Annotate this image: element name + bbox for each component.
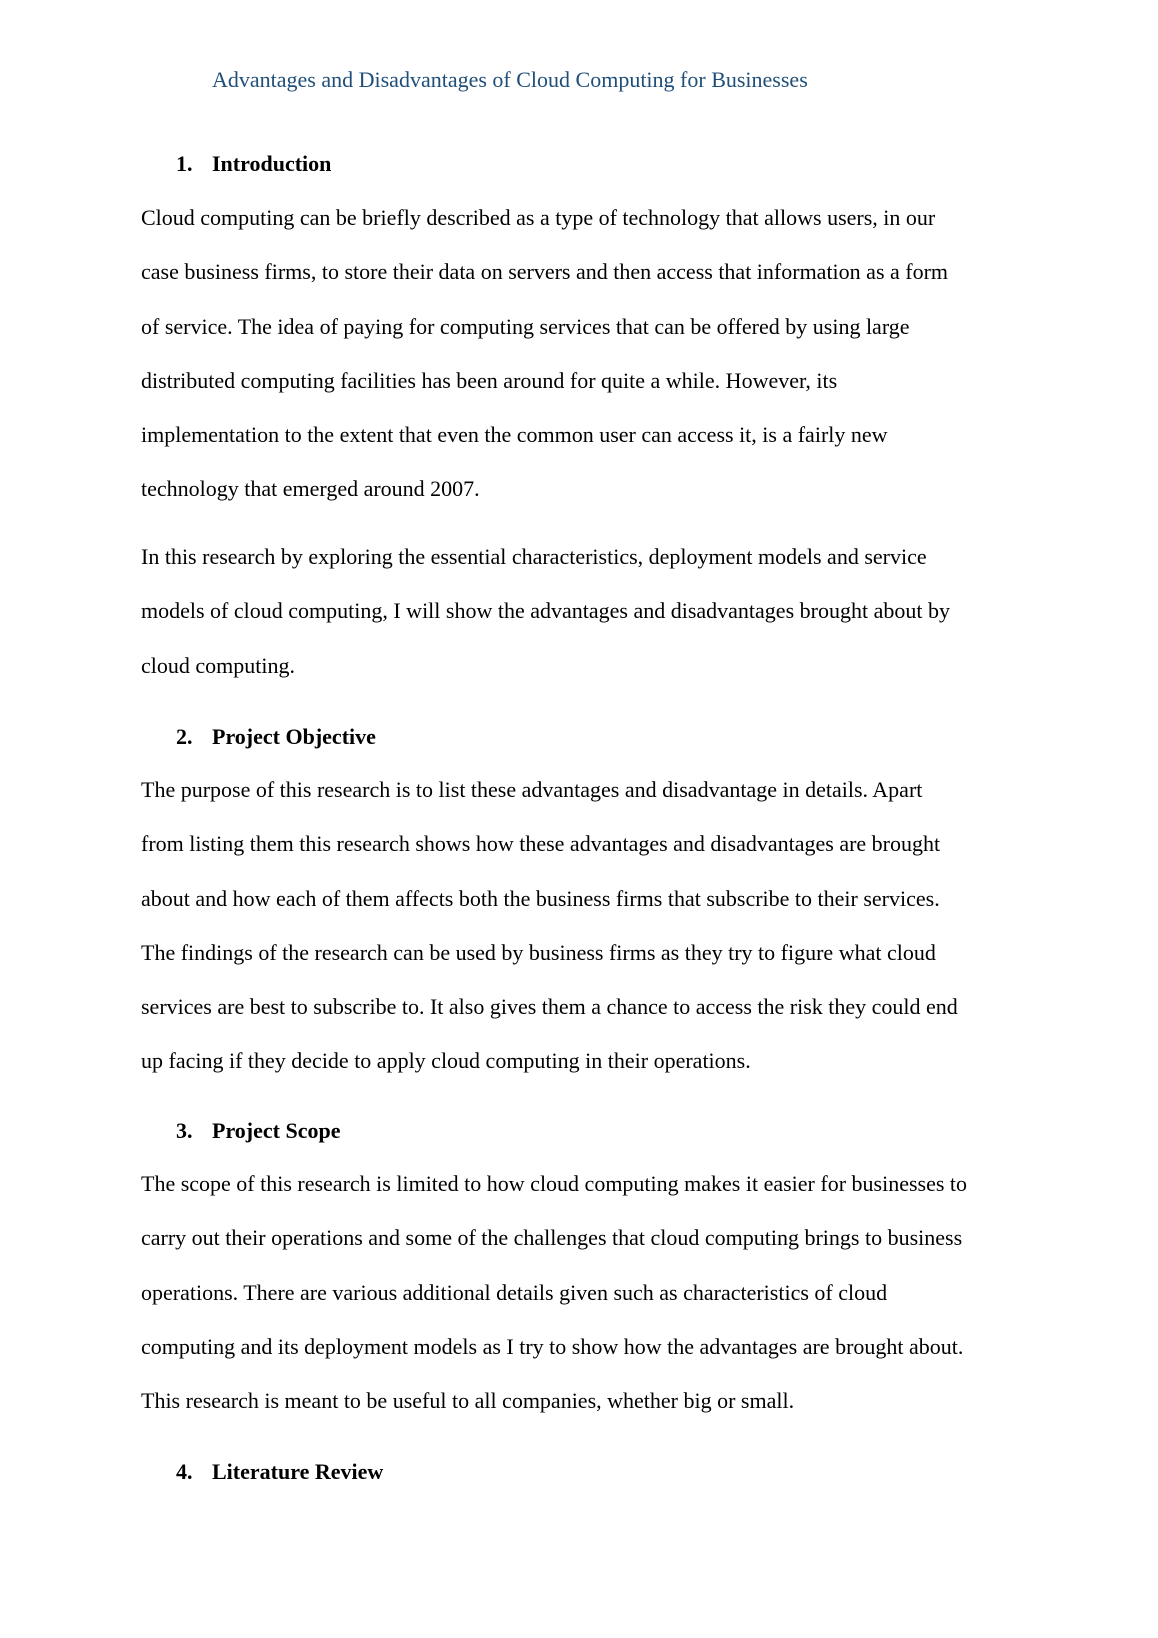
section-heading-project-scope <box>176 1117 341 1145</box>
paragraph-line: from listing them this research shows how these advantages and disadvantages are brought <box>141 831 941 857</box>
paragraph-line: of service. The idea of paying for computing services that can be offered by using large <box>141 313 910 339</box>
paragraph-line: services are best to subscribe to. It also gives them a chance to access the risk they could end <box>141 994 958 1020</box>
section-title: Introduction <box>212 151 332 176</box>
paragraph-line: This research is meant to be useful to all companies, whether big or small. <box>141 1388 795 1414</box>
section-number: 4. <box>176 1459 193 1484</box>
paragraph-line: case business firms, to store their data on servers and then access that information as a form <box>141 259 949 285</box>
paragraph-line: The findings of the research can be used by business firms as they try to figure what cloud <box>141 939 936 965</box>
paragraph-project-objective <box>141 776 1021 1102</box>
paragraph-project-scope <box>141 1170 1021 1441</box>
section-heading-literature-review <box>176 1458 383 1486</box>
paragraph-introduction-1 <box>141 204 1021 530</box>
paragraph-introduction-2 <box>141 543 1021 706</box>
paragraph-line: computing and its deployment models as I try to show how the advantages are brought about. <box>141 1333 964 1359</box>
paragraph-line: models of cloud computing, I will show the advantages and disadvantages brought about by <box>141 598 950 624</box>
section-title: Literature Review <box>212 1459 384 1484</box>
paragraph-line: Cloud computing can be briefly described as a type of technology that allows users, in our <box>141 205 936 230</box>
document-title: Advantages and Disadvantages of Cloud Computing for Businesses <box>212 67 808 92</box>
paragraph-line: up facing if they decide to apply cloud computing in their operations. <box>141 1048 751 1074</box>
paragraph-line: In this research by exploring the essential characteristics, deployment models and service <box>141 544 927 569</box>
paragraph-line: technology that emerged around 2007. <box>141 476 480 502</box>
section-number: 2. <box>176 724 193 749</box>
paragraph-line: about and how each of them affects both the business firms that subscribe to their services. <box>141 885 940 911</box>
paragraph-line: distributed computing facilities has been around for quite a while. However, its <box>141 367 838 393</box>
paragraph-line: implementation to the extent that even the common user can access it, is a fairly new <box>141 422 888 448</box>
section-heading-introduction <box>176 150 331 178</box>
paragraph-line: cloud computing. <box>141 652 295 678</box>
section-title: Project Scope <box>212 1118 341 1143</box>
paragraph-line: The purpose of this research is to list these advantages and disadvantage in details. Apart <box>141 777 923 802</box>
paragraph-line: carry out their operations and some of the challenges that cloud computing brings to business <box>141 1225 963 1251</box>
section-number: 1. <box>176 151 193 176</box>
paragraph-line: The scope of this research is limited to how cloud computing makes it easier for businesses to <box>141 1171 968 1196</box>
section-heading-project-objective <box>176 723 376 751</box>
section-title: Project Objective <box>212 724 376 749</box>
paragraph-line: operations. There are various additional details given such as characteristics of cloud <box>141 1279 888 1305</box>
section-number: 3. <box>176 1118 193 1143</box>
